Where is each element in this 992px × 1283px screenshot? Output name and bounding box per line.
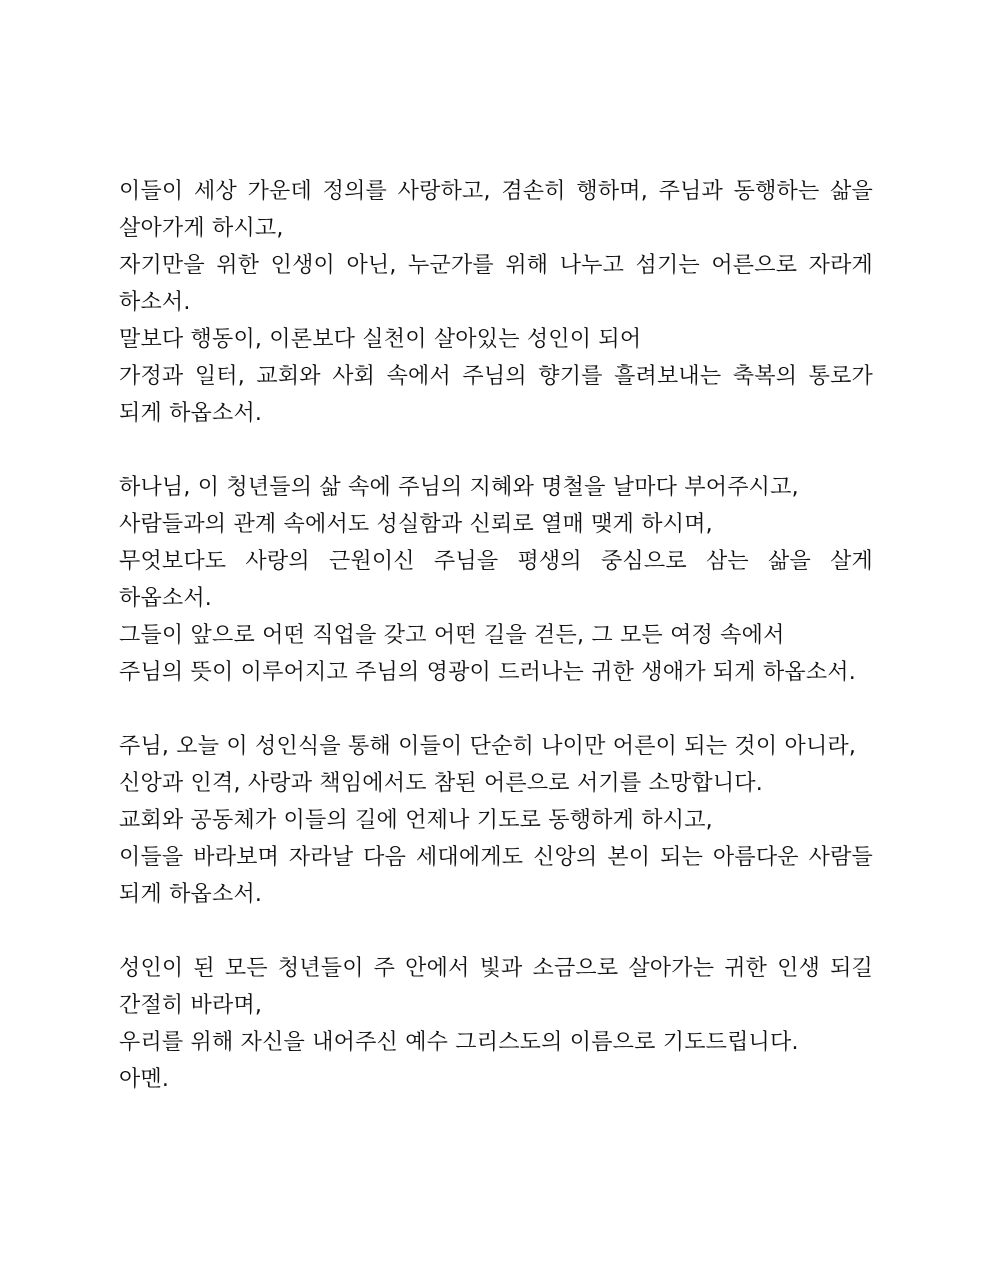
paragraph-3: [119, 728, 873, 913]
text-line: 신앙과 인격, 사랑과 책임에서도 참된 어른으로 서기를 소망합니다.: [119, 771, 763, 796]
text-line: 교회와 공동체가 이들의 길에 언제나 기도로 동행하게 하시고,: [119, 808, 713, 833]
text-line: 그들이 앞으로 어떤 직업을 갖고 어떤 길을 걷든, 그 모든 여정 속에서: [119, 623, 785, 648]
text-line: 사람들과의 관계 속에서도 성실함과 신뢰로 열매 맺게 하시며,: [119, 512, 713, 537]
text-line: 가정과 일터, 교회와 사회 속에서 주님의 향기를 흘려보내는 축복의 통로가 되게 하옵소서.: [119, 364, 873, 426]
text-line: 성인이 된 모든 청년들이 주 안에서 빛과 소금으로 살아가는 귀한 인생 되길 간절히 바라며,: [119, 956, 873, 1018]
paragraph-1: [119, 173, 873, 432]
paragraph-4: [119, 950, 873, 1098]
prayer-text: [119, 173, 873, 1098]
text-line: 우리를 위해 자신을 내어주신 예수 그리스도의 이름으로 기도드립니다.: [119, 1030, 799, 1055]
closing-amen: 아멘.: [119, 1067, 170, 1092]
text-line: 주님, 오늘 이 성인식을 통해 이들이 단순히 나이만 어른이 되는 것이 아니라,: [119, 734, 857, 759]
text-line: 무엇보다도 사랑의 근원이신 주님을 평생의 중심으로 삼는 삶을 살게 하옵소서.: [119, 549, 873, 611]
text-line: 이들을 바라보며 자라날 다음 세대에게도 신앙의 본이 되는 아름다운 사람들 되게 하옵소서.: [119, 845, 873, 907]
text-line: 이들이 세상 가운데 정의를 사랑하고, 겸손히 행하며, 주님과 동행하는 삶을 살아가게 하시고,: [119, 179, 873, 241]
text-line: 자기만을 위한 인생이 아닌, 누군가를 위해 나누고 섬기는 어른으로 자라게 하소서.: [119, 253, 873, 315]
paragraph-2: [119, 469, 873, 691]
text-line: 하나님, 이 청년들의 삶 속에 주님의 지혜와 명철을 날마다 부어주시고,: [119, 475, 799, 500]
text-line: 주님의 뜻이 이루어지고 주님의 영광이 드러나는 귀한 생애가 되게 하옵소서.: [119, 660, 856, 685]
text-line: 말보다 행동이, 이론보다 실천이 살아있는 성인이 되어: [119, 327, 642, 352]
